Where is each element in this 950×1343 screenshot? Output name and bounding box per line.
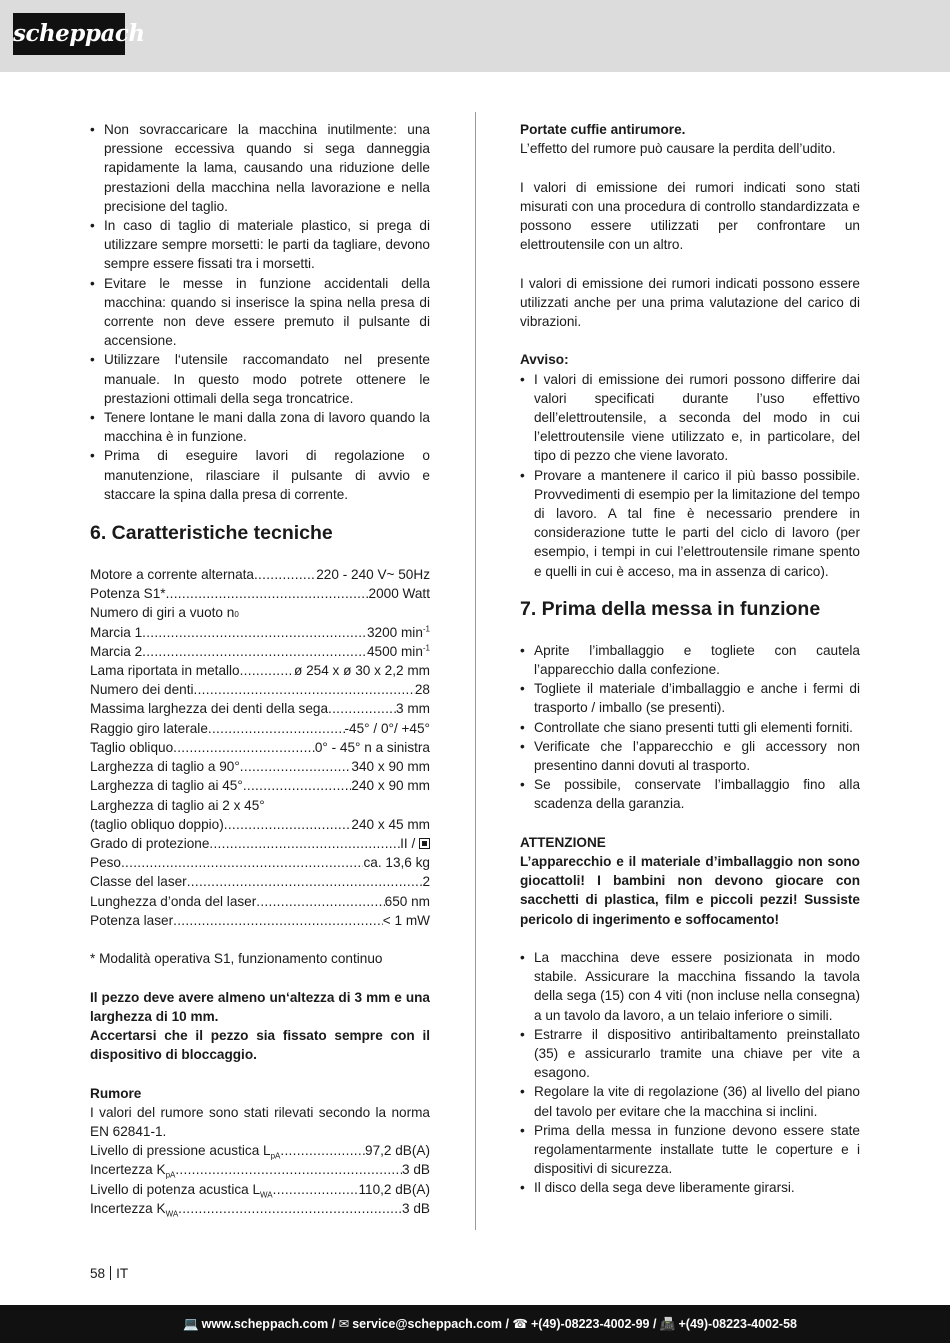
website-link[interactable]: www.scheppach.com / xyxy=(201,1317,336,1331)
spec-row: Potenza S1* ..... 2000 Watt xyxy=(90,584,430,603)
spec-row: Grado di protezione ..... II / xyxy=(90,834,430,853)
phone-icon: ☎ xyxy=(512,1317,528,1331)
spec-row: Lama riportata in metallo ..... ø 254 x ø 30 x 2,2 mm xyxy=(90,661,430,680)
noise-text: I valori del rumore sono stati rilevati secondo la norma EN 62841-1. xyxy=(90,1104,430,1139)
spec-row: Larghezza di taglio ai 45° ..... 240 x 90 mm xyxy=(90,776,430,795)
list-item: • Il disco della sega deve liberamente girarsi. xyxy=(520,1178,860,1197)
notice-bullet-list xyxy=(520,370,860,581)
warning-text: Accertarsi che il pezzo sia fissato sempre con il dispositivo di bloccaggio. xyxy=(90,1027,430,1063)
fax-number: +(49)-08223-4002-58 xyxy=(678,1317,797,1331)
spec-row: Numero di giri a vuoto n 0 xyxy=(90,605,239,621)
spec-row: Larghezza di taglio a 90° ..... 340 x 90 mm xyxy=(90,757,430,776)
ear-protection-title: Portate cuffie antirumore. xyxy=(520,122,686,137)
noise-row: Livello di pressione acustica $L_{pA}$ ..... 97,2 dB(A) xyxy=(90,1141,430,1160)
attention-title: ATTENZIONE xyxy=(520,834,606,850)
spec-row: Marcia 2 ..... 4500 $\min^{-1}$ xyxy=(90,642,430,661)
notice-title: Avviso: xyxy=(520,352,569,368)
spec-row: Marcia 1 ..... 3200 $\min^{-1}$ xyxy=(90,623,430,642)
list-item: • Utilizzare l‘utensile raccomandato nel presente manuale. In questo modo potrete ottenere le prestazioni ottimali della sega troncatrice. xyxy=(90,350,430,408)
spec-row: Larghezza di taglio ai 2 x 45° xyxy=(90,797,265,813)
list-item: • Provare a mantenere il carico il più basso possibile. Provvedimenti di esempio per la limitazione del tempo di lavoro. A tal fine è necessario prendere in considerazione tutte le parti del ciclo di lavoro (per esempio, i tempi in cui l’elettroutensile rimane spento e quelli in cui è acceso, ma in assenza di carico). xyxy=(520,466,860,581)
list-item: • Evitare le messe in funzione accidentali della macchina: quando si inserisce la spina nella presa di corrente non deve essere premuto il pulsante di accensione. xyxy=(90,274,430,351)
setup-bullet-list xyxy=(520,948,860,1198)
specs-table xyxy=(90,565,430,930)
protection-class-icon xyxy=(419,838,430,849)
list-item: • Regolare la vite di regolazione (36) al livello del piano del tavolo per evitare che la macchina si inclini. xyxy=(520,1082,860,1120)
spec-row: Potenza laser ..... < 1 mW xyxy=(90,911,430,930)
section-title: 7. Prima della messa in funzione xyxy=(520,597,821,620)
spec-row: Massima larghezza dei denti della sega ..... 3 mm xyxy=(90,699,430,718)
safety-bullet-list xyxy=(90,120,430,504)
paragraph: I valori di emissione dei rumori indicati sono stati misurati con una procedura di controllo standardizzata e possono essere utilizzati per confrontare un elettroutensile con un altro. xyxy=(520,179,860,253)
page-number: 58 IT xyxy=(90,1266,129,1281)
list-item: • In caso di taglio di materiale plastico, si prega di utilizzare sempre morsetti: le parti da tagliare, devono sempre essere fissati tra i morsetti. xyxy=(90,216,430,274)
list-item: • Prima di eseguire lavori di regolazione o manutenzione, rilasciare il pulsante di avvio e staccare la spina dalla presa di corrente. xyxy=(90,446,430,504)
spec-row: Peso ..... ca. 13,6 kg xyxy=(90,853,430,872)
list-item: • I valori di emissione dei rumori possono differire dai valori specificati durante l’uso effettivo dell’elettroutensile, a seconda del modo in cui l’elettroutensile viene utilizzato e, in particolare, del tipo di pezzo che viene lavorato. xyxy=(520,370,860,466)
list-item: • Se possibile, conservate l’imballaggio fino alla scadenza della garanzia. xyxy=(520,775,860,813)
spec-row: Lunghezza d’onda del laser ..... 650 nm xyxy=(90,892,430,911)
page-footer xyxy=(0,1305,950,1343)
section-title: 6. Caratteristiche tecniche xyxy=(90,522,333,545)
footnote: * Modalità operativa S1, funzionamento continuo xyxy=(90,951,383,967)
list-item: • Estrarre il dispositivo antiribaltamento preinstallato (35) e assicurarlo tramite una chiave per vite a esagono. xyxy=(520,1025,860,1083)
phone-number: +(49)-08223-4002-99 / xyxy=(531,1317,657,1331)
startup-bullet-list xyxy=(520,641,860,814)
spec-row: Taglio obliquo ..... 0° - 45° n a sinistra xyxy=(90,738,430,757)
list-item: • Prima della messa in funzione devono essere state regolamentarmente installate tutte le coperture e i dispositivi di sicurezza. xyxy=(520,1121,860,1179)
list-item: • Aprite l’imballaggio e togliete con cautela l’apparecchio dalla confezione. xyxy=(520,641,860,679)
spec-row: (taglio obliquo doppio) ..... 240 x 45 mm xyxy=(90,815,430,834)
right-column xyxy=(520,120,860,1198)
fax-icon: 📠 xyxy=(659,1317,676,1331)
warning-text: Il pezzo deve avere almeno un‘altezza di 3 mm e una larghezza di 10 mm. xyxy=(90,989,430,1024)
list-item: • Non sovraccaricare la macchina inutilmente: una pressione eccessiva quando si sega danneggia rapidamente la lama, causando una riduzione delle prestazioni della macchina nella lavorazione e nella precisione del taglio. xyxy=(90,120,430,216)
email-icon: ✉ xyxy=(338,1317,350,1331)
noise-row: Livello di potenza acustica $L_{WA}$ ..... 110,2 dB(A) xyxy=(90,1180,430,1199)
spec-row: Classe del laser ..... 2 xyxy=(90,872,430,891)
list-item: • Tenere lontane le mani dalla zona di lavoro quando la macchina è in funzione. xyxy=(90,408,430,446)
paragraph: I valori di emissione dei rumori indicati possono essere utilizzati anche per una prima valutazione del carico di vibrazioni. xyxy=(520,275,860,329)
list-item: • Togliete il materiale d’imballaggio e anche i fermi di trasporto / imballo (se presenti). xyxy=(520,679,860,717)
spec-row: Raggio giro laterale ..... -45° / 0°/ +45° xyxy=(90,719,430,738)
left-column xyxy=(90,120,430,1218)
page-header xyxy=(0,0,950,72)
list-item: • La macchina deve essere posizionata in modo stabile. Assicurare la macchina fissando la tavola della sega (15) con 4 viti (non incluse nella consegna) a un tavolo da lavoro, a un telaio inferiore o simili. xyxy=(520,948,860,1025)
attention-text: L’apparecchio e il materiale d’imballaggio non sono giocattoli! I bambini non devono giocare con sacchetti di plastica, film e piccoli pezzi! Sussiste pericolo di ingerimento e soffocamento! xyxy=(520,854,860,927)
spec-row: Numero dei denti ..... 28 xyxy=(90,680,430,699)
list-item: • Controllate che siano presenti tutti gli elementi forniti. xyxy=(520,718,860,737)
noise-title: Rumore xyxy=(90,1085,142,1101)
email-link[interactable]: service@scheppach.com / xyxy=(352,1317,509,1331)
noise-row: Incertezza $K_{pA}$ ..... 3 dB xyxy=(90,1160,430,1179)
noise-row: Incertezza $K_{WA}$ ..... 3 dB xyxy=(90,1199,430,1218)
ear-protection-text: L’effetto del rumore può causare la perdita dell’udito. xyxy=(520,141,836,157)
spec-row: Motore a corrente alternata ..... 220 - 240 V~ 50Hz xyxy=(90,565,430,584)
list-item: • Verificate che l’apparecchio e gli accessory non presentino danni dovuti al trasporto. xyxy=(520,737,860,775)
brand-logo: scheppach xyxy=(13,13,125,55)
computer-icon: 💻 xyxy=(183,1317,199,1331)
column-divider xyxy=(475,112,476,1230)
